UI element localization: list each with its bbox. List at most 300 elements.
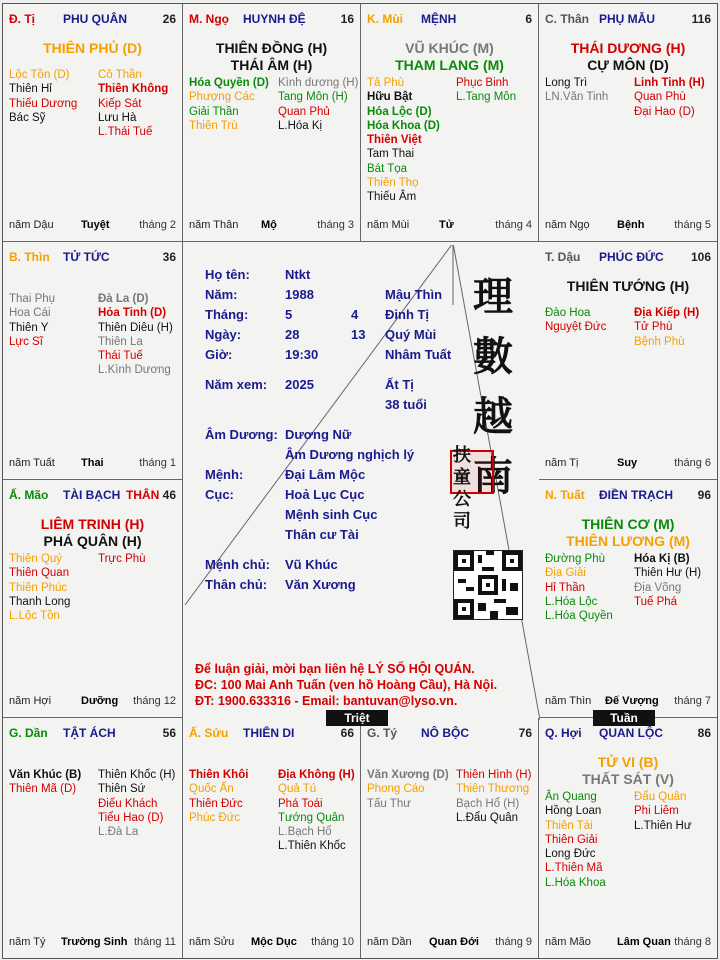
palace-tai-bach bbox=[3, 480, 183, 718]
palace-year: năm Tuất bbox=[9, 457, 55, 469]
minor-stars-left bbox=[367, 76, 453, 205]
minor-stars-right bbox=[634, 790, 692, 833]
minor-star: L.Thái Tuế bbox=[98, 126, 153, 139]
palace-can-chi: C. Thân bbox=[545, 12, 589, 26]
ho-ten-label: Họ tên: bbox=[205, 267, 250, 282]
palace-number bbox=[163, 726, 176, 740]
main-star: VŨ KHÚC (M) bbox=[405, 40, 494, 56]
palace-life-stage: Suy bbox=[617, 457, 638, 469]
palace-number-value: 66 bbox=[340, 726, 354, 740]
minor-star: Thiên Hỉ bbox=[9, 83, 52, 96]
minor-star: Lộc Tồn (D) bbox=[9, 69, 70, 81]
palace-header bbox=[545, 726, 711, 742]
ngay-can-chi: Quý Mùi bbox=[385, 327, 437, 342]
palace-number bbox=[692, 12, 711, 26]
palace-phu-mau bbox=[539, 4, 717, 242]
minor-star: Đại Hao (D) bbox=[634, 105, 695, 118]
main-star: THIÊN TƯỚNG (H) bbox=[566, 278, 690, 294]
palace-year: năm Ngọ bbox=[545, 219, 590, 231]
palace-header bbox=[367, 12, 532, 28]
minor-star: Phục Binh bbox=[456, 77, 509, 89]
nam-xem-value: 2025 bbox=[285, 377, 314, 392]
cuc-label: Cục: bbox=[205, 487, 234, 502]
main-star: THIÊN LƯƠNG (M) bbox=[566, 533, 690, 549]
palace-footer bbox=[189, 936, 354, 950]
cuc-relation: Mệnh sinh Cục bbox=[285, 507, 378, 522]
contact-line-3[interactable]: ĐT: 1900.633316 - Email: bantuvan@lyso.vn. bbox=[195, 694, 458, 708]
minor-star: Phi Liêm bbox=[634, 805, 679, 818]
palace-quan-loc bbox=[539, 718, 717, 958]
minor-star: Quan Phủ bbox=[278, 105, 330, 118]
palace-footer bbox=[545, 936, 711, 950]
minor-star: Thiên Thương bbox=[456, 783, 530, 796]
minor-star: L.Lộc Tồn bbox=[9, 610, 60, 623]
minor-star: Thiên Khôi bbox=[189, 769, 249, 781]
minor-star: Thiên Diêu (H) bbox=[98, 321, 173, 334]
minor-star: Văn Khúc (B) bbox=[9, 769, 82, 781]
minor-star: Tuế Phá bbox=[634, 595, 678, 608]
ngay-value: 28 bbox=[285, 327, 300, 342]
palace-main-stars bbox=[3, 40, 182, 57]
minor-star: Tiểu Hao (D) bbox=[98, 811, 164, 824]
minor-star: Thiên Hư (H) bbox=[634, 567, 702, 580]
palace-can-chi: N. Tuất bbox=[545, 488, 585, 502]
main-star: THIÊN ĐỒNG (H) bbox=[215, 40, 328, 56]
minor-star: Kiếp Sát bbox=[98, 97, 142, 110]
palace-year: năm Tý bbox=[9, 936, 46, 948]
minor-star: Quan Phù bbox=[634, 91, 686, 104]
main-star: THẤT SÁT (V) bbox=[582, 771, 674, 787]
palace-name: NÔ BỘC bbox=[421, 726, 469, 740]
than-chu-value: Văn Xương bbox=[285, 577, 356, 592]
than-chu-label: Thân chủ: bbox=[205, 577, 268, 592]
palace-name: HUYNH ĐỆ bbox=[243, 12, 306, 26]
minor-stars-right bbox=[98, 292, 173, 378]
palace-number-value: 16 bbox=[340, 12, 354, 26]
minor-star: Thiên Tài bbox=[545, 819, 593, 832]
minor-star: L.Thiên Hư bbox=[634, 819, 692, 832]
palace-can-chi: G. Dần bbox=[9, 726, 48, 740]
palace-phu-quan bbox=[3, 4, 183, 242]
than-cu: Thân cư Tài bbox=[285, 527, 359, 542]
palace-main-stars bbox=[539, 40, 717, 74]
palace-can-chi: B. Thìn bbox=[9, 250, 50, 264]
palace-number bbox=[341, 12, 354, 26]
gio-can-chi: Nhâm Tuất bbox=[385, 347, 452, 362]
minor-star: Tam Thai bbox=[367, 148, 415, 161]
palace-year: năm Thân bbox=[189, 219, 239, 231]
minor-star: L.Hóa Lộc bbox=[545, 595, 598, 608]
palace-month: tháng 8 bbox=[674, 936, 711, 948]
minor-star: Bệnh Phù bbox=[634, 335, 685, 348]
minor-star: Long Đức bbox=[545, 848, 596, 861]
main-star: THÁI ÂM (H) bbox=[230, 57, 313, 73]
minor-star: Đường Phù bbox=[545, 553, 605, 565]
palace-month: tháng 12 bbox=[133, 695, 176, 707]
menh-chu-value: Vũ Khúc bbox=[285, 557, 338, 572]
minor-star: Địa Giải bbox=[545, 567, 586, 580]
minor-star: L.Hóa Khoa bbox=[545, 876, 606, 889]
palace-name: TÀI BẠCH bbox=[63, 488, 121, 502]
palace-can-chi: T. Dậu bbox=[545, 250, 581, 264]
palace-life-stage: Thai bbox=[81, 457, 104, 469]
main-star: THIÊN PHỦ (D) bbox=[43, 40, 142, 56]
palace-main-stars bbox=[361, 40, 538, 74]
minor-stars-left bbox=[189, 76, 275, 133]
calligraphy-so: 數 bbox=[473, 333, 513, 380]
minor-stars-right bbox=[98, 768, 175, 839]
palace-can-chi: M. Ngọ bbox=[189, 12, 229, 26]
ho-ten-value: Ntkt bbox=[285, 267, 311, 282]
thang-can-chi: Đinh Tị bbox=[385, 307, 430, 322]
center-info-panel bbox=[185, 245, 540, 720]
minor-star: Điếu Khách bbox=[98, 797, 158, 810]
palace-footer bbox=[367, 219, 532, 233]
calligraphy-nam: 南 bbox=[473, 453, 513, 500]
palace-no-boc bbox=[361, 718, 539, 958]
palace-name: THIÊN DI bbox=[243, 726, 295, 740]
minor-star: Lực Sĩ bbox=[9, 335, 43, 348]
minor-stars-right bbox=[98, 68, 168, 139]
minor-star: Thiên Quan bbox=[9, 567, 70, 580]
minor-star: Thiên Khốc (H) bbox=[98, 769, 176, 781]
main-star: THÁI DƯƠNG (H) bbox=[570, 40, 686, 56]
minor-star: Tang Môn (H) bbox=[278, 91, 348, 104]
palace-header bbox=[189, 12, 354, 28]
minor-stars-right bbox=[634, 306, 699, 349]
tuvi-chart-board bbox=[2, 3, 718, 959]
palace-phuc-duc bbox=[539, 242, 717, 480]
minor-stars-right bbox=[634, 552, 701, 609]
palace-main-stars bbox=[539, 754, 717, 788]
than-marker: THÂN bbox=[125, 488, 160, 502]
minor-star: Hỉ Thần bbox=[545, 581, 586, 594]
calligraphy-viet: 越 bbox=[473, 393, 513, 440]
main-star: LIÊM TRINH (H) bbox=[40, 516, 145, 532]
palace-month: tháng 1 bbox=[139, 457, 176, 469]
minor-star: Hóa Quyền (D) bbox=[189, 77, 269, 89]
minor-star: Tả Phù bbox=[367, 77, 405, 89]
palace-life-stage: Mộc Dục bbox=[251, 936, 297, 948]
minor-star: Thiên La bbox=[98, 335, 143, 348]
palace-year: năm Dần bbox=[367, 936, 412, 948]
minor-star: Thai Phụ bbox=[9, 293, 56, 305]
palace-dien-trach bbox=[539, 480, 717, 718]
palace-number bbox=[341, 726, 354, 740]
palace-year: năm Tị bbox=[545, 457, 579, 469]
palace-number bbox=[525, 12, 532, 26]
triet-badge: Triệt bbox=[326, 710, 388, 726]
nam-can-chi: Mậu Thìn bbox=[385, 287, 443, 302]
palace-main-stars bbox=[539, 516, 717, 550]
palace-header bbox=[545, 250, 711, 266]
palace-month: tháng 2 bbox=[139, 219, 176, 231]
palace-number bbox=[163, 250, 176, 264]
minor-stars-right bbox=[456, 768, 531, 825]
palace-menh bbox=[361, 4, 539, 242]
palace-number bbox=[698, 488, 711, 502]
palace-year: năm Thìn bbox=[545, 695, 592, 707]
palace-month: tháng 7 bbox=[674, 695, 711, 707]
palace-header bbox=[9, 250, 176, 266]
am-duong-value: Dương Nữ bbox=[285, 427, 352, 442]
minor-star: Thiên Sứ bbox=[98, 783, 146, 796]
minor-star: Bác Sỹ bbox=[9, 111, 46, 124]
minor-star: Địa Võng bbox=[634, 581, 682, 594]
palace-footer bbox=[545, 457, 711, 471]
minor-star: Địa Kiếp (H) bbox=[634, 307, 700, 319]
minor-star: Đẩu Quân bbox=[634, 791, 687, 803]
minor-star: Thiên Mã (D) bbox=[9, 783, 77, 796]
palace-header bbox=[545, 12, 711, 28]
minor-stars-left bbox=[545, 306, 631, 335]
contact-line-2: ĐC: 100 Mai Anh Tuấn (ven hồ Hoàng Cầu), Hà Nội. bbox=[195, 678, 498, 692]
palace-header bbox=[545, 488, 711, 504]
minor-star: Thiếu Âm bbox=[367, 191, 417, 204]
minor-stars-left bbox=[9, 292, 95, 349]
minor-star: L.Thiên Mã bbox=[545, 862, 603, 875]
palace-year: năm Sửu bbox=[189, 936, 235, 948]
minor-star: Thiên Giải bbox=[545, 833, 598, 846]
minor-star: Cô Thần bbox=[98, 69, 142, 81]
minor-stars-left bbox=[367, 768, 453, 811]
minor-star: L.Kình Dương bbox=[98, 364, 171, 377]
minor-star: L.Đẩu Quân bbox=[456, 811, 519, 824]
minor-stars-left bbox=[545, 790, 631, 890]
minor-stars-left bbox=[9, 552, 95, 623]
minor-star: Thanh Long bbox=[9, 595, 71, 608]
minor-star: Hóa Kị (B) bbox=[634, 553, 690, 565]
palace-number bbox=[122, 488, 176, 502]
minor-star: L.Thiên Khốc bbox=[278, 840, 346, 853]
palace-name: PHU QUÂN bbox=[63, 12, 128, 26]
menh-chu-label: Mệnh chủ: bbox=[205, 557, 270, 572]
minor-star: L.Tang Môn bbox=[456, 91, 517, 104]
palace-header bbox=[9, 488, 176, 504]
palace-can-chi: Ấ. Sửu bbox=[189, 726, 229, 740]
minor-star: Tử Phù bbox=[634, 321, 673, 334]
calligraphy-sub-2: 童 bbox=[453, 467, 471, 488]
minor-star: L.Đà La bbox=[98, 826, 139, 839]
palace-month: tháng 9 bbox=[495, 936, 532, 948]
minor-star: Văn Xương (D) bbox=[367, 769, 449, 781]
minor-star: Hóa Lộc (D) bbox=[367, 105, 432, 118]
tuoi-value: 38 tuổi bbox=[385, 397, 427, 412]
palace-name: MỆNH bbox=[421, 12, 457, 26]
minor-star: Hồng Loan bbox=[545, 805, 602, 818]
nam-value: 1988 bbox=[285, 287, 314, 302]
palace-huynh-de bbox=[183, 4, 361, 242]
minor-stars-left bbox=[9, 768, 95, 797]
palace-header bbox=[9, 12, 176, 28]
palace-name: QUAN LỘC bbox=[599, 726, 663, 740]
palace-tu-tuc bbox=[3, 242, 183, 480]
minor-star: L.Hóa Kị bbox=[278, 119, 323, 132]
palace-main-stars bbox=[539, 278, 717, 295]
palace-number bbox=[163, 12, 176, 26]
palace-header bbox=[9, 726, 176, 742]
minor-star: Trực Phù bbox=[98, 553, 146, 565]
palace-thien-di bbox=[183, 718, 361, 958]
minor-star: Nguyệt Đức bbox=[545, 321, 607, 334]
palace-number bbox=[691, 250, 711, 264]
minor-star: Đà La (D) bbox=[98, 293, 149, 305]
tuan-badge: Tuần bbox=[593, 710, 655, 726]
minor-star: Đào Hoa bbox=[545, 307, 591, 319]
palace-number bbox=[519, 726, 532, 740]
palace-number-value: 46 bbox=[162, 488, 176, 502]
palace-number-value: 56 bbox=[162, 726, 176, 740]
palace-name: PHÚC ĐỨC bbox=[599, 250, 664, 264]
minor-star: LN.Văn Tinh bbox=[545, 91, 609, 104]
minor-star: Thiên Trù bbox=[189, 119, 238, 132]
minor-star: Ân Quang bbox=[545, 791, 597, 803]
palace-main-stars bbox=[3, 516, 182, 550]
main-star: TỬ VI (B) bbox=[597, 754, 659, 770]
minor-stars-right bbox=[98, 552, 146, 566]
palace-number bbox=[698, 726, 711, 740]
minor-star: Lưu Hà bbox=[98, 111, 137, 124]
minor-star: Phong Cáo bbox=[367, 783, 425, 796]
minor-star: Thiên Đức bbox=[189, 797, 243, 810]
minor-star: Thiên Hình (H) bbox=[456, 769, 532, 781]
minor-star: Thiên Thọ bbox=[367, 177, 419, 190]
main-star: PHÁ QUÂN (H) bbox=[43, 533, 142, 549]
main-star: THAM LANG (M) bbox=[395, 57, 504, 73]
minor-star: Hoa Cái bbox=[9, 307, 51, 320]
minor-star: Linh Tinh (H) bbox=[634, 77, 705, 89]
minor-stars-left bbox=[545, 76, 631, 105]
main-star: CỰ MÔN (D) bbox=[587, 57, 669, 73]
palace-month: tháng 5 bbox=[674, 219, 711, 231]
minor-star: Thiên Y bbox=[9, 321, 49, 334]
minor-star: Tấu Thư bbox=[367, 797, 411, 810]
minor-star: L.Hóa Quyền bbox=[545, 610, 613, 623]
palace-footer bbox=[545, 695, 711, 709]
palace-life-stage: Dưỡng bbox=[81, 695, 119, 707]
palace-life-stage: Tuyệt bbox=[81, 219, 110, 231]
palace-name: TẬT ÁCH bbox=[63, 726, 116, 740]
palace-month: tháng 6 bbox=[674, 457, 711, 469]
palace-name: PHỤ MẪU bbox=[599, 12, 655, 26]
calligraphy-sub-4: 司 bbox=[453, 511, 471, 532]
gio-label: Giờ: bbox=[205, 347, 233, 362]
minor-star: Thái Tuế bbox=[98, 350, 143, 363]
minor-stars-right bbox=[278, 76, 358, 133]
minor-stars-right bbox=[456, 76, 516, 105]
minor-star: Kình dương (H) bbox=[278, 77, 359, 89]
minor-star: Phá Toái bbox=[278, 797, 323, 810]
palace-life-stage: Quan Đới bbox=[429, 936, 479, 948]
am-duong-ly: Âm Dương nghịch lý bbox=[285, 447, 415, 462]
palace-footer bbox=[9, 457, 176, 471]
palace-life-stage: Tử bbox=[439, 219, 454, 231]
minor-star: Thiếu Dương bbox=[9, 97, 78, 110]
palace-main-stars bbox=[183, 40, 360, 74]
minor-star: Thiên Không bbox=[98, 83, 169, 96]
thang-label: Tháng: bbox=[205, 307, 249, 322]
cuc-value: Hoả Lục Cục bbox=[285, 487, 365, 502]
menh-value: Đại Lâm Mộc bbox=[285, 467, 366, 482]
minor-stars-right bbox=[634, 76, 705, 119]
palace-number-value: 116 bbox=[691, 12, 711, 26]
minor-star: Phượng Các bbox=[189, 91, 255, 104]
palace-footer bbox=[9, 695, 176, 709]
nam-label: Năm: bbox=[205, 287, 238, 302]
palace-life-stage: Mộ bbox=[261, 219, 277, 231]
palace-name: TỬ TỨC bbox=[63, 250, 110, 264]
palace-header bbox=[189, 726, 354, 742]
palace-year: năm Dậu bbox=[9, 219, 54, 231]
contact-line-1: Để luận giải, mời bạn liên hệ LÝ SỐ HỘI QUÁN. bbox=[195, 662, 475, 676]
am-duong-label: Âm Dương: bbox=[205, 427, 278, 442]
calligraphy-sub-1: 扶 bbox=[453, 445, 471, 466]
palace-month: tháng 10 bbox=[311, 936, 354, 948]
palace-footer bbox=[367, 936, 532, 950]
minor-stars-left bbox=[9, 68, 95, 125]
palace-can-chi: Đ. Tị bbox=[9, 12, 35, 26]
minor-star: Phúc Đức bbox=[189, 811, 241, 824]
palace-year: năm Hợi bbox=[9, 695, 52, 707]
main-star: THIÊN CƠ (M) bbox=[581, 516, 675, 532]
minor-star: Thiên Quý bbox=[9, 553, 63, 565]
minor-star: Thiên Phúc bbox=[9, 581, 68, 594]
ngay-label: Ngày: bbox=[205, 327, 242, 342]
palace-year: năm Mùi bbox=[367, 219, 410, 231]
gio-value: 19:30 bbox=[285, 347, 319, 362]
palace-month: tháng 11 bbox=[133, 936, 176, 948]
palace-number-value: 76 bbox=[518, 726, 532, 740]
minor-star: L.Bạch Hổ bbox=[278, 826, 332, 839]
palace-footer bbox=[545, 219, 711, 233]
calligraphy-sub-3: 公 bbox=[453, 489, 471, 510]
palace-number-value: 36 bbox=[162, 250, 176, 264]
calligraphy-ly: 理 bbox=[473, 273, 513, 320]
minor-stars-right bbox=[278, 768, 355, 854]
qr-code[interactable] bbox=[453, 550, 523, 620]
minor-star: Thiên Việt bbox=[367, 134, 422, 147]
palace-can-chi: Q. Hợi bbox=[545, 726, 582, 740]
minor-star: Hữu Bật bbox=[367, 91, 413, 104]
palace-number-value: 26 bbox=[162, 12, 176, 26]
palace-year: năm Mão bbox=[545, 936, 591, 948]
palace-life-stage: Đế Vượng bbox=[605, 695, 659, 707]
palace-footer bbox=[9, 936, 176, 950]
palace-can-chi: G. Tý bbox=[367, 726, 398, 740]
minor-star: Quả Tú bbox=[278, 783, 317, 796]
minor-star: Long Trì bbox=[545, 77, 588, 89]
palace-can-chi: K. Mùi bbox=[367, 12, 403, 26]
palace-tat-ach bbox=[3, 718, 183, 958]
minor-star: Hỏa Tinh (D) bbox=[98, 307, 167, 320]
palace-number-value: 96 bbox=[697, 488, 711, 502]
palace-month: tháng 4 bbox=[495, 219, 532, 231]
ngay-am-lich: 13 bbox=[351, 327, 366, 342]
palace-name: ĐIỀN TRẠCH bbox=[599, 488, 673, 502]
minor-star: Giải Thần bbox=[189, 105, 239, 118]
palace-life-stage: Trường Sinh bbox=[61, 936, 128, 948]
palace-can-chi: Ấ. Mão bbox=[9, 488, 49, 502]
minor-stars-left bbox=[545, 552, 631, 623]
minor-stars-left bbox=[189, 768, 275, 825]
palace-footer bbox=[9, 219, 176, 233]
thang-am-lich: 4 bbox=[351, 307, 359, 322]
nam-xem-can-chi: Ất Tị bbox=[385, 377, 414, 392]
palace-month: tháng 3 bbox=[317, 219, 354, 231]
minor-star: Bạch Hổ (H) bbox=[456, 797, 520, 810]
minor-star: Quốc Ấn bbox=[189, 783, 234, 796]
palace-life-stage: Lâm Quan bbox=[617, 936, 671, 948]
